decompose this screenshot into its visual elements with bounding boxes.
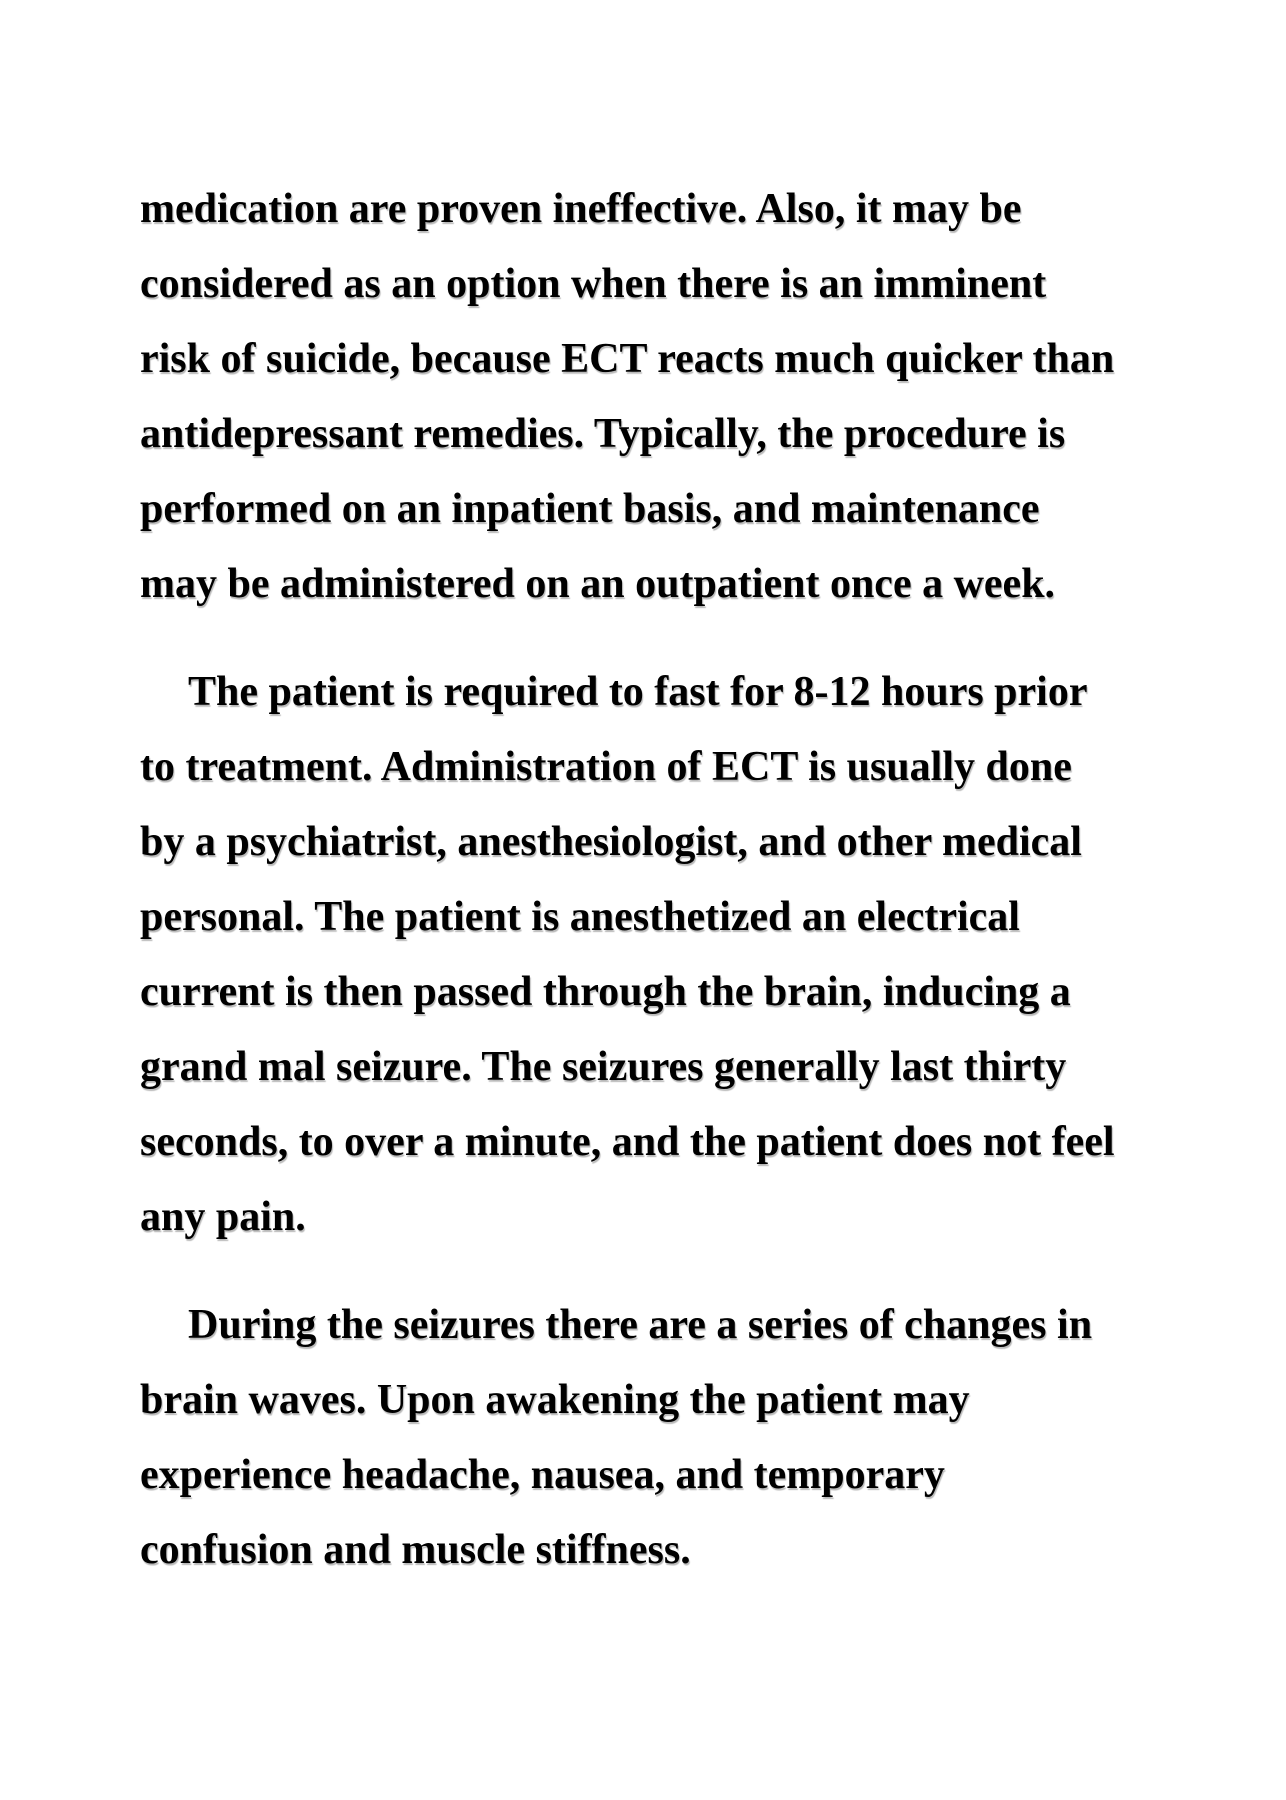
text-line: medication are proven ineffective. Also, it may be <box>140 186 1022 232</box>
text-line: performed on an inpatient basis, and maintenance <box>140 486 1040 532</box>
paragraph <box>140 655 1180 1255</box>
text-line: seconds, to over a minute, and the patient does not feel <box>140 1119 1115 1165</box>
text-block <box>140 172 1180 1588</box>
text-line: grand mal seizure. The seizures generally last thirty <box>140 1044 1067 1090</box>
text-line: experience headache, nausea, and temporary <box>140 1452 945 1498</box>
text-line: The patient is required to fast for 8-12 hours prior <box>188 669 1088 715</box>
paragraph <box>140 1288 1180 1588</box>
text-line: confusion and muscle stiffness. <box>140 1527 691 1573</box>
text-line: risk of suicide, because ECT reacts much quicker than <box>140 336 1115 382</box>
text-line: current is then passed through the brain, inducing a <box>140 969 1071 1015</box>
paragraph <box>140 172 1180 622</box>
text-line: During the seizures there are a series of changes in <box>188 1302 1093 1348</box>
text-line: may be administered on an outpatient once a week. <box>140 561 1056 607</box>
text-line: brain waves. Upon awakening the patient may <box>140 1377 970 1423</box>
text-line: any pain. <box>140 1194 306 1240</box>
text-line: to treatment. Administration of ECT is usually done <box>140 744 1072 790</box>
text-line: by a psychiatrist, anesthesiologist, and other medical <box>140 819 1082 865</box>
text-line: personal. The patient is anesthetized an electrical <box>140 894 1020 940</box>
text-line: considered as an option when there is an imminent <box>140 261 1047 307</box>
text-line: antidepressant remedies. Typically, the procedure is <box>140 411 1066 457</box>
